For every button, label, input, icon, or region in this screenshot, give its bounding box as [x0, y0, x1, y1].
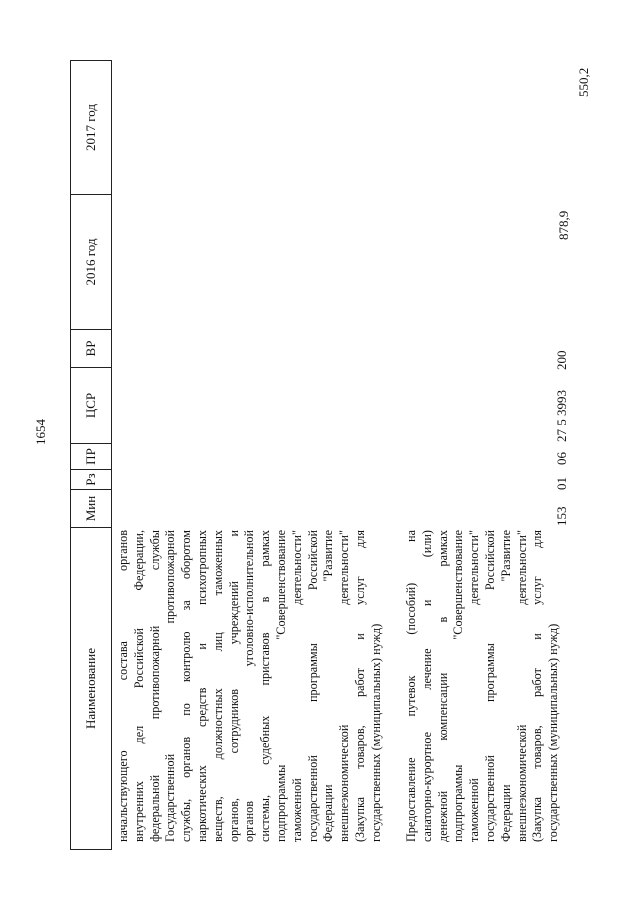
row-description-1: [116, 530, 385, 842]
text-line: подпрограммы "Совершенствование: [273, 530, 288, 842]
text-line: службы, органов по контролю за оборотом: [179, 530, 194, 842]
header-2016: 2016 год: [71, 194, 111, 329]
text-line: федеральной противопожарной службы: [147, 530, 162, 842]
text-line: Государственной противопожарной: [163, 530, 178, 842]
text-line: (Закупка товаров, работ и услуг для: [530, 530, 545, 842]
text-line: санаторно-курортное лечение и (или): [419, 530, 434, 842]
text-line: органов, сотрудников учреждений и: [226, 530, 241, 842]
header-vr: ВР: [71, 329, 111, 367]
header-csr: ЦСР: [71, 367, 111, 443]
text-line: веществ, должностных лиц таможенных: [210, 530, 225, 842]
header-pr: ПР: [71, 443, 111, 469]
text-line: таможенной деятельности": [467, 530, 482, 842]
text-line: (Закупка товаров, работ и услуг для: [352, 530, 367, 842]
header-min: Мин: [71, 489, 111, 527]
text-line: подпрограммы "Совершенствование: [451, 530, 466, 842]
text-line: государственной программы Российской: [305, 530, 320, 842]
header-rz: Рз: [71, 469, 111, 489]
text-line: внешнеэкономической деятельности": [337, 530, 352, 842]
text-line: органов уголовно-исполнительной: [242, 530, 257, 842]
text-line: Предоставление путевок (пособий) на: [404, 530, 418, 842]
header-name: Наименование: [71, 527, 111, 849]
header-2017: 2017 год: [83, 104, 98, 151]
table-header: [70, 60, 112, 850]
text-line: государственной программы Российской: [482, 530, 497, 842]
text-line: внешнеэкономической деятельности": [514, 530, 529, 842]
budget-table: [70, 60, 590, 850]
cell-value-2016: 878,9: [556, 210, 571, 240]
text-line: внутренних дел Российской Федерации,: [131, 530, 146, 842]
text-line: государственных (муниципальных) нужд): [546, 623, 561, 842]
cell-rz: 01: [554, 477, 569, 490]
text-line: системы, судебных приставов в рамках: [258, 530, 273, 842]
text-line: Федерации "Развитие: [321, 530, 336, 842]
text-line: наркотических средств и психотропных: [194, 530, 209, 842]
row-description-2: [404, 530, 562, 842]
text-line: начальствующего состава органов: [116, 530, 130, 842]
cell-value-2017: 550,2: [576, 67, 591, 97]
text-line: денежной компенсации в рамках: [435, 530, 450, 842]
cell-csr: 27 5 3993: [554, 390, 569, 442]
page-number: 1654: [33, 419, 48, 445]
cell-pr: 06: [554, 452, 569, 465]
row-codes: [554, 330, 570, 850]
text-line: Федерации "Развитие: [498, 530, 513, 842]
cell-min: 153: [554, 506, 569, 526]
text-line: таможенной деятельности": [289, 530, 304, 842]
cell-vr: 200: [554, 350, 569, 370]
text-line: государственных (муниципальных) нужд): [368, 623, 383, 842]
